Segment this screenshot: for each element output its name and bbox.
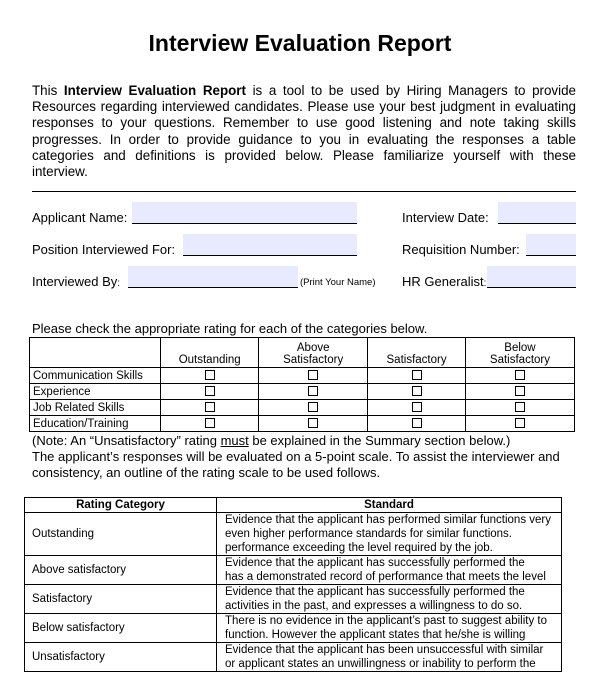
standard-line: Evidence that the applicant has successfully performed the: [225, 586, 525, 598]
interviewed-by-colon: :: [117, 278, 121, 289]
checkbox-education-below-satisfactory[interactable]: [515, 418, 525, 428]
standards-table: [24, 497, 562, 672]
note-line-1: [32, 433, 580, 449]
standard-description: [217, 614, 562, 643]
interviewed-by-label-wrap: [32, 274, 120, 289]
hr-generalist-colon: :: [483, 278, 487, 289]
standards-row-satisfactory: [25, 585, 562, 614]
intro-prefix: This: [32, 83, 64, 98]
checkbox-communication-below-satisfactory[interactable]: [515, 370, 525, 380]
standard-category: Below satisfactory: [25, 614, 217, 643]
page-title: Interview Evaluation Report: [148, 30, 452, 56]
standard-description: [217, 556, 562, 585]
intro-bold-title: Interview Evaluation Report: [63, 83, 246, 98]
applicant-name-label: Applicant Name:: [32, 210, 128, 225]
note-line-2: The applicant’s responses will be evaluated on a 5-point scale. To assist the interviewer and consistency, an outline of the rating scale to be used follows.: [32, 449, 560, 480]
checkbox-communication-outstanding[interactable]: [205, 370, 215, 380]
intro-paragraph: [32, 83, 576, 180]
checkbox-job-skills-satisfactory[interactable]: [412, 402, 422, 412]
note-text-a: (Note: An “Unsatisfactory” rating: [32, 433, 221, 448]
rating-row-communication: [30, 368, 575, 384]
standard-line: performance exceeding the level required by the job.: [225, 542, 493, 554]
checkbox-communication-satisfactory[interactable]: [412, 370, 422, 380]
standard-description: [217, 643, 562, 672]
checkbox-education-satisfactory[interactable]: [412, 418, 422, 428]
rating-row-education: [30, 416, 575, 432]
standards-header-standard: Standard: [217, 498, 562, 513]
note-must: must: [220, 433, 249, 448]
standard-line: Evidence that the applicant has successfully performed the: [225, 557, 525, 569]
rating-category: Experience: [30, 384, 161, 400]
rating-table: [29, 337, 575, 432]
standard-line: activities in the past, and expresses a willingness to do so.: [225, 600, 523, 612]
rating-col-below-satisfactory: Below Satisfactory: [465, 338, 574, 368]
position-field[interactable]: [183, 234, 357, 256]
standards-row-outstanding: [25, 513, 562, 556]
interviewed-by-field[interactable]: [128, 266, 298, 288]
hr-generalist-label: HR Generalist: [402, 274, 484, 289]
standards-header-row: [25, 498, 562, 513]
interview-date-label: Interview Date:: [402, 210, 489, 225]
requisition-label: Requisition Number:: [402, 242, 520, 257]
standard-description: [217, 513, 562, 556]
checkbox-education-above-satisfactory[interactable]: [308, 418, 318, 428]
rating-row-job-skills: [30, 400, 575, 416]
rating-row-experience: [30, 384, 575, 400]
standard-line: Evidence that the applicant has been unsuccessful with similar: [225, 644, 544, 656]
checkbox-job-skills-outstanding[interactable]: [205, 402, 215, 412]
checkbox-experience-outstanding[interactable]: [205, 386, 215, 396]
standard-line: Evidence that the applicant has performed similar functions very: [225, 514, 551, 526]
rating-header-row: [30, 338, 575, 368]
standards-header-category: Rating Category: [25, 498, 217, 513]
hr-generalist-field[interactable]: [487, 266, 576, 288]
rating-instruction: Please check the appropriate rating for each of the categories below.: [32, 321, 428, 336]
checkbox-job-skills-above-satisfactory[interactable]: [308, 402, 318, 412]
rating-col-outstanding: Outstanding: [161, 338, 259, 368]
standard-line: even higher performance standards for similar functions.: [225, 528, 513, 540]
interviewed-by-label: Interviewed By: [32, 274, 118, 289]
requisition-field[interactable]: [526, 234, 576, 256]
standard-line: or applicant states an unwillingness or inability to perform the: [225, 658, 536, 670]
standard-line: has a demonstrated record of performance that meets the level: [225, 571, 546, 583]
checkbox-communication-above-satisfactory[interactable]: [308, 370, 318, 380]
checkbox-education-outstanding[interactable]: [205, 418, 215, 428]
hr-generalist-label-wrap: [402, 274, 486, 289]
position-label: Position Interviewed For:: [32, 242, 176, 257]
interview-date-field[interactable]: [498, 202, 576, 224]
standard-description: [217, 585, 562, 614]
intro-body: is a tool to be used by Hiring Managers to provide Resources regarding interviewed candidates. Please use your best judgment in evaluating responses to your questions. Remember to use good listening and note taking skills progresses. In order to provide guidance to you in evaluating the responses a table categories and definitions is provided below. Please familiarize yourself with these interview.: [32, 83, 576, 180]
checkbox-job-skills-below-satisfactory[interactable]: [515, 402, 525, 412]
standards-row-unsatisfactory: [25, 643, 562, 672]
divider-line: [32, 191, 576, 192]
rating-category: Job Related Skills: [30, 400, 161, 416]
standards-row-below-satisfactory: [25, 614, 562, 643]
checkbox-experience-below-satisfactory[interactable]: [515, 386, 525, 396]
standard-category: Outstanding: [25, 513, 217, 556]
rating-col-above-satisfactory: Above Satisfactory: [259, 338, 368, 368]
rating-note: [32, 433, 580, 481]
standard-category: Above satisfactory: [25, 556, 217, 585]
rating-category: Education/Training: [30, 416, 161, 432]
rating-col-satisfactory: Satisfactory: [368, 338, 466, 368]
print-name-hint: (Print Your Name): [300, 277, 376, 288]
standard-line: function. However the applicant states that he/she is willing: [225, 629, 526, 641]
standards-row-above-satisfactory: [25, 556, 562, 585]
rating-header-empty: [30, 338, 161, 368]
standard-category: Satisfactory: [25, 585, 217, 614]
note-text-b: be explained in the Summary section below.): [248, 433, 511, 448]
rating-category: Communication Skills: [30, 368, 161, 384]
checkbox-experience-above-satisfactory[interactable]: [308, 386, 318, 396]
standard-category: Unsatisfactory: [25, 643, 217, 672]
applicant-name-field[interactable]: [132, 202, 357, 224]
checkbox-experience-satisfactory[interactable]: [412, 386, 422, 396]
standard-line: There is no evidence in the applicant’s past to suggest ability to: [225, 615, 547, 627]
